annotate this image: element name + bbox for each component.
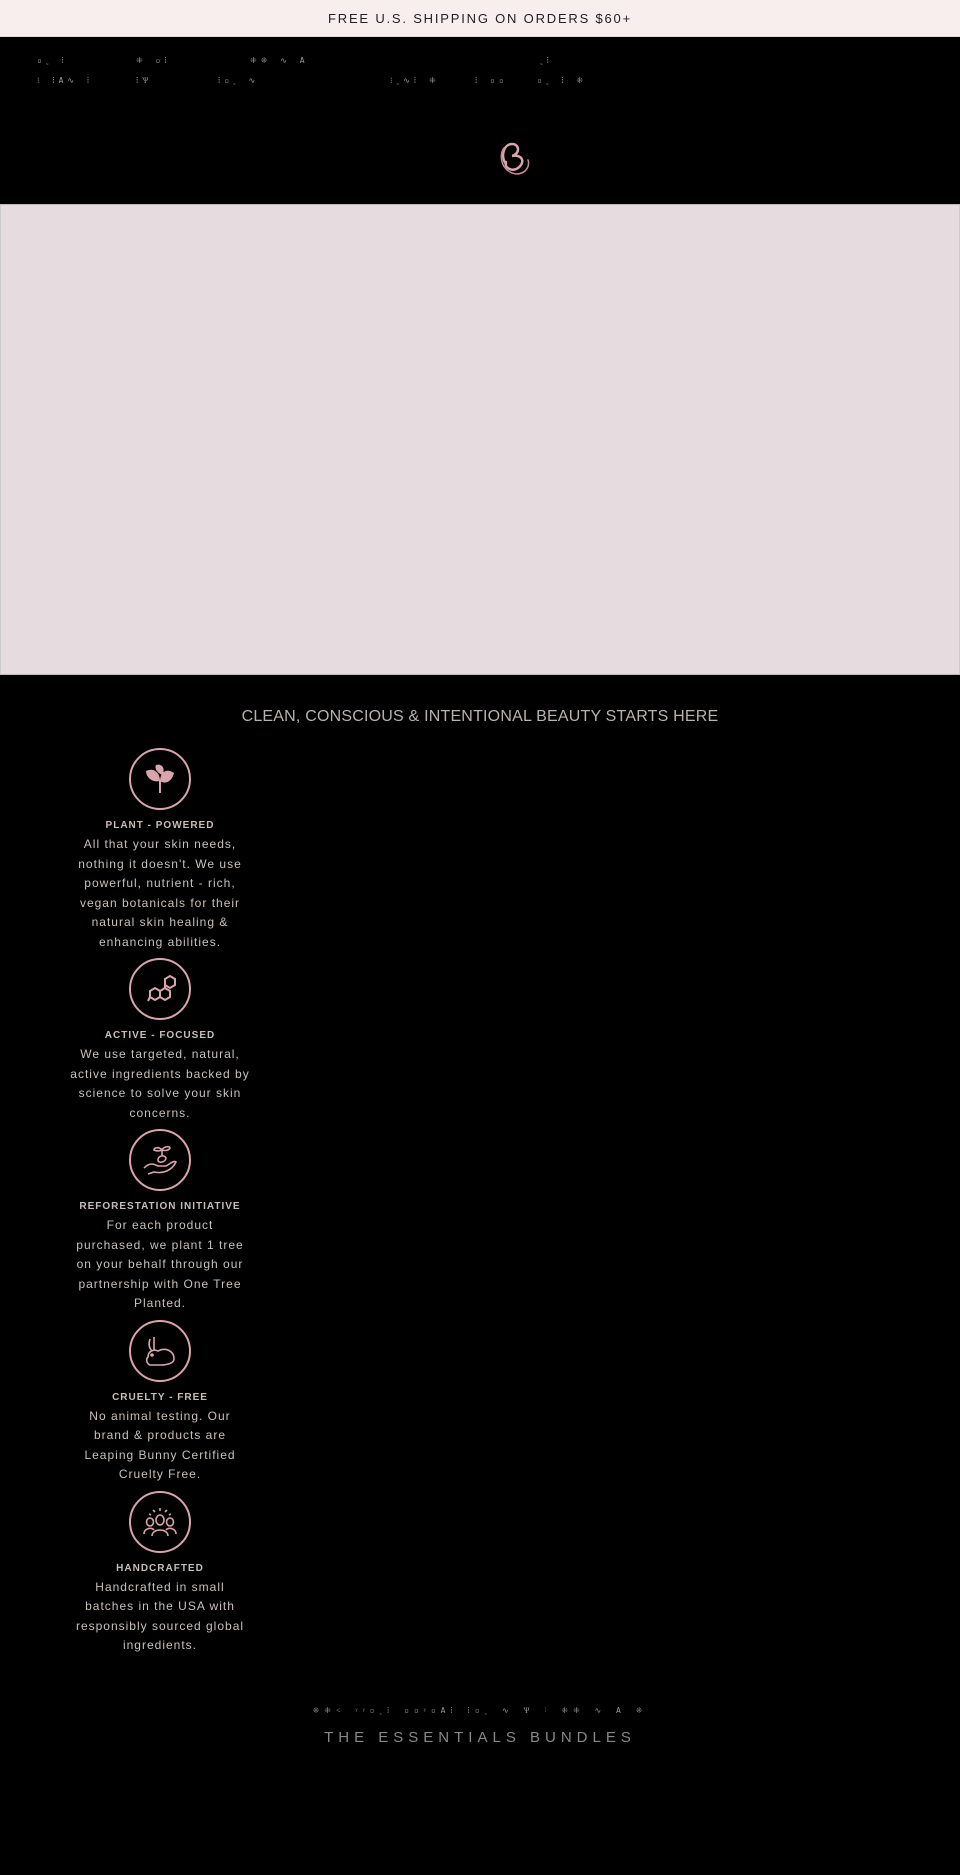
people-icon: [129, 1491, 191, 1553]
bundles-section: [0, 1706, 960, 1746]
hand-plant-icon: [129, 1129, 191, 1191]
site-header: [0, 37, 960, 204]
announcement-bar: [0, 0, 960, 37]
nav-link[interactable]: ⁜ ▫⁞: [136, 56, 171, 65]
feature-title: ACTIVE - FOCUSED: [104, 1030, 216, 1041]
nav-link[interactable]: ⁞▫˷ ∿: [218, 76, 260, 85]
feature-title: PLANT - POWERED: [105, 820, 215, 831]
feature-description: All that your skin needs, nothing it doesn't. We use powerful, nutrient - rich, vegan botanicals for their natural skin healing & enhancing abilities.: [78, 837, 242, 949]
feature-title: CRUELTY - FREE: [112, 1391, 208, 1403]
features-list: [60, 748, 260, 1656]
hero-banner[interactable]: [0, 204, 960, 675]
nav-link[interactable]: ⁝ ⁞A∿ ⁞: [37, 76, 94, 85]
feature-plant-powered: [60, 748, 260, 952]
section-tagline: CLEAN, CONSCIOUS & INTENTIONAL BEAUTY STARTS HERE: [241, 708, 719, 725]
page-bottom-spacer: [0, 1746, 960, 1856]
feature-description: For each product purchased, we plant 1 tree on your behalf through our partnership with One Tree Planted.: [76, 1218, 244, 1310]
leaf-icon: [129, 748, 191, 810]
feature-description: Handcrafted in small batches in the USA with responsibly sourced global ingredients.: [75, 1579, 245, 1652]
feature-title: HANDCRAFTED: [116, 1562, 204, 1574]
bunny-icon: [129, 1320, 191, 1382]
feature-description: We use targeted, natural, active ingredients backed by science to solve your skin concerns.: [70, 1047, 250, 1120]
feature-active-focused: [60, 958, 260, 1123]
feature-title: REFORESTATION INITIATIVE: [79, 1201, 241, 1212]
feature-description: No animal testing. Our brand & products are Leaping Bunny Certified Cruelty Free.: [84, 1408, 236, 1481]
nav-link[interactable]: ▫˷ ⁞: [37, 56, 68, 65]
announcement-text: FREE U.S. SHIPPING ON ORDERS $60+: [328, 10, 632, 26]
bundles-subtitle: ⁜⁜˂ ᵞᵞ▫˷⁞ ▫▫ᵞ▫A⁞ ⁞▫˷ ∿ Ѱ ˸ ⁜⁜ ∿ A ⁜: [312, 1705, 648, 1715]
brand-logo-icon[interactable]: [490, 134, 538, 182]
nav-link[interactable]: ⁝˷∿⁞ ⁜: [390, 76, 440, 85]
nav-link[interactable]: ⁞Ѱ: [136, 76, 153, 85]
feature-handcrafted: [60, 1491, 260, 1656]
nav-link[interactable]: ˷⁞: [540, 56, 553, 65]
feature-cruelty-free: [60, 1320, 260, 1485]
molecule-icon: [129, 958, 191, 1020]
feature-reforestation: [60, 1129, 260, 1314]
nav-link[interactable]: ⁞ ▫▫: [475, 76, 508, 85]
nav-link[interactable]: ⁜⁜ ∿ A: [250, 56, 309, 65]
bundles-title: THE ESSENTIALS BUNDLES: [324, 1728, 636, 1746]
nav-link[interactable]: ▫˷ ⁞ ⁜: [537, 76, 588, 85]
